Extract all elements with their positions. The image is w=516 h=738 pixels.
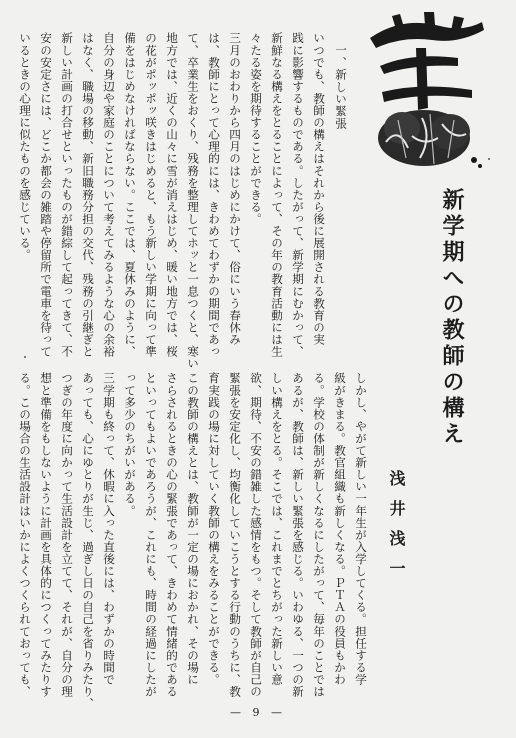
body-column: いるときの心理に似たものを感じている。: [18, 32, 32, 261]
body-column: 育実践の場に対していく教師の構えをみることができる。: [207, 372, 221, 686]
section-heading: 一、新しい緊張: [334, 44, 348, 130]
body-column: て、卒業生をおくり、残務を整理してホッと一息つくと、寒い: [186, 32, 200, 370]
body-column: 新しい計画の打合せといったものが錯綜して起ってきて、不: [60, 32, 74, 358]
body-column: 新鮮なる構えをとることによって、その年の教育活動には生: [270, 32, 284, 358]
body-column: って多少のちがいがある。: [123, 372, 137, 517]
body-column: といってもよいであろうが、これにも、時間の経過にしたが: [144, 372, 158, 698]
calligraphy-logo-illustration: [362, 8, 490, 178]
body-column: いつでも、教師の構えはそれから後に展開される教育の実: [312, 32, 326, 346]
body-column: 欲、期待、不安の錯雑した感情をもつ。そして教師が自己の: [249, 372, 263, 698]
body-column: 々たる姿を期待することができる。: [249, 32, 263, 225]
body-column: る。この場合の生活設計はいかによくつくられておっても、: [18, 372, 32, 698]
body-column: 地方では、近くの山々に雪が消えはじめ、暖い地方では、桜: [165, 32, 179, 358]
body-column: る。学校の体制が新しくなるにしたがって、毎年のことでは: [312, 372, 326, 698]
body-column: 自分の身辺や家庭のことについて考えてみるような心の余裕: [102, 32, 116, 358]
body-column: あるが、教師は、新しい緊張を感じる。いわゆる、一つの新: [291, 372, 305, 698]
body-column: 備をはじめなければならない。ここでは、夏休みのように、: [123, 32, 137, 358]
page-number: — 9 —: [230, 706, 286, 719]
body-column: 三月のおわりから四月のはじめにかけて、俗にいう春休み: [228, 32, 242, 346]
body-column: 想と準備をもしないように計画を具体的につくってみたりす: [39, 372, 53, 698]
body-column: の花がポッポッ咲きはじめると、もう新しい学期に向って準: [144, 32, 158, 358]
author-name: 浅井浅一: [387, 470, 406, 590]
scan-speck: [24, 356, 26, 358]
scan-speck: [488, 158, 490, 160]
body-column: は、教師にとって心理的には、きわめてわずかの期間であっ: [207, 32, 221, 358]
body-column: しかし、やがて新しい一年生が入学してくる。担任する学: [354, 372, 368, 686]
body-column: この教師の構えとは、教師が一定の場におかれ、その場に: [186, 372, 200, 686]
body-column: 緊張を安定化し、均衡化していこうとする行動のうちに、教: [228, 372, 242, 698]
body-column: 践に影響するものである。したがって、新学期にむかって、: [291, 32, 305, 358]
body-column: あっても、心にゆとりが生じ、過ぎし日の自己を省りみたり、: [81, 372, 95, 710]
body-column: 安の安定さには、どこか都会の雑踏や停留所で電車を待って: [39, 32, 53, 358]
body-column: 級がきまる。教官組織も新しくなる。ＰＴＡの役員もかわ: [333, 372, 347, 686]
body-column: 三学期も終って、休暇に入った直後には、わずかの時間で: [102, 372, 116, 686]
body-column: つぎの年度に向かって生活設計を立てて、それが、自分の理: [60, 372, 74, 698]
article-title: 新学期への教師の構え: [439, 188, 465, 448]
body-column: はなく、職場の移動、新旧職務分担の交代、残務の引継ぎと: [81, 32, 95, 358]
body-column: しい構えをとる。そこでは、これまでとちがった新しい意: [270, 372, 284, 686]
body-column: さらされるときの心の緊張であって、きわめて情緒的である: [165, 372, 179, 698]
